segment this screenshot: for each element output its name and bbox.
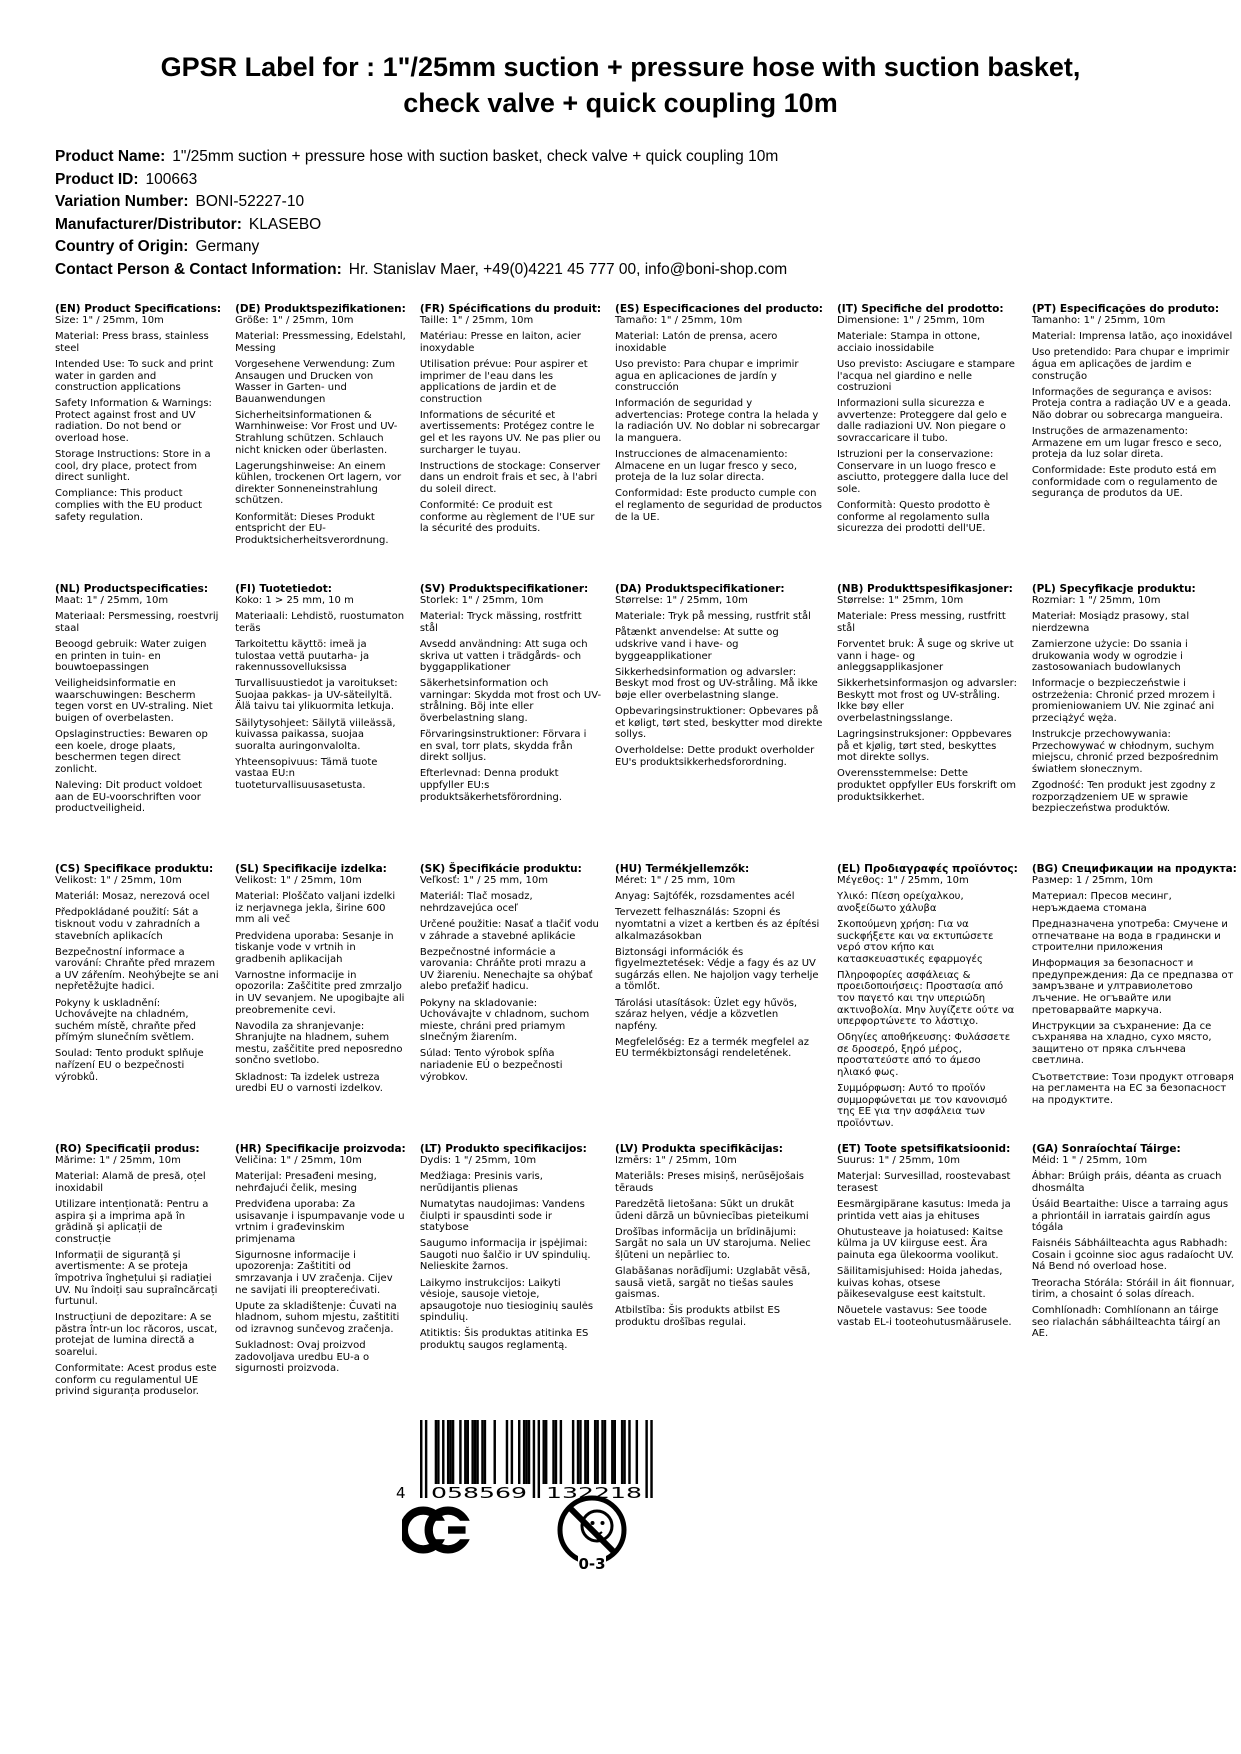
block-paragraph: Säilitamisjuhised: Hoida jahedas, kuivas kohas, otsese päikesevalguse eest kaitstult. <box>837 1265 1003 1301</box>
lang-spec-block-nl <box>55 583 221 863</box>
block-paragraph: Istruzioni per la conservazione: Conservare in un luogo fresco e asciutto, proteggere dalla luce del sole. <box>837 449 1009 495</box>
block-paragraph: Informazioni sulla sicurezza e avvertenze: Proteggere dal gelo e dalle radiazioni UV. Non piegare o sovraccaricare il tubo. <box>837 398 1007 445</box>
lang-spec-block-ga <box>1032 1143 1237 1423</box>
block-paragraph: Conformidad: Este producto cumple con el reglamento de seguridad de productos de la UE. <box>615 488 822 523</box>
block-paragraph: Eesmärgipärane kasutus: Imeda ja printida vett aias ja ehituses <box>837 1198 1011 1222</box>
info-row <box>55 214 1195 237</box>
info-value: 100663 <box>145 170 198 188</box>
block-paragraph: Materiał: Mosiądz prasowy, stal nierdzewna <box>1031 611 1190 634</box>
lang-spec-block-hr <box>235 1143 406 1423</box>
ce-mark-icon <box>402 1506 472 1554</box>
barcode-digits: 4 <box>396 1484 406 1502</box>
block-paragraph: Informations de sécurité et avertissements: Protégez contre le gel et les rayons UV. Ne pas plier ou surcharger le tuyau. <box>419 409 601 456</box>
block-paragraph: Materiál: Tlač mosadz, nehrdzavejúca oceľ <box>419 891 533 914</box>
block-paragraph: Beoogd gebruik: Water zuigen en printen in tuin- en bouwtoepassingen <box>55 638 207 674</box>
block-title: (LT) Produkto specifikacijos: <box>419 1143 587 1155</box>
block-paragraph: Intended Use: To suck and print water in garden and construction applications <box>55 358 214 394</box>
block-paragraph: Materiale: Press messing, rustfritt stål <box>837 611 1006 634</box>
info-value: 1"/25mm suction + pressure hose with suction basket, check valve + quick coupling 10m <box>172 148 779 165</box>
block-paragraph: Instrucțiuni de depozitare: A se păstra într-un loc răcoros, uscat, protejat de lumina directă a soarelui. <box>55 1312 218 1359</box>
lang-spec-block-it <box>837 303 1018 583</box>
block-paragraph: Größe: 1" / 25mm, 10m <box>235 315 354 327</box>
lang-spec-block-da <box>615 583 823 863</box>
block-paragraph: Taille: 1" / 25mm, 10m <box>419 315 534 327</box>
block-paragraph: Overholdelse: Dette produkt overholder EU's produktsikkerhedsforordning. <box>615 745 815 768</box>
info-row <box>55 146 1195 169</box>
block-title: (IT) Specifiche del prodotto: <box>837 303 1004 315</box>
barcode-digits: 132218 <box>546 1484 642 1502</box>
block-paragraph: Velikost: 1" / 25mm, 10m <box>55 875 182 887</box>
block-paragraph: Soulad: Tento produkt splňuje nařízení EU o bezpečnosti výrobků. <box>55 1048 204 1083</box>
block-title: (HR) Specifikacije proizvoda: <box>235 1143 406 1155</box>
block-paragraph: Nõuetele vastavus: See toode vastab EL-i tooteohutusmäärusele. <box>837 1305 1012 1328</box>
block-paragraph: Zamierzone użycie: Do ssania i drukowania wody w ogrodzie i zastosowaniach budowlanych <box>1031 638 1188 674</box>
block-paragraph: Predviđena uporaba: Za usisavanje i ispumpavanje vode u vrtnim i građevinskim primjenama <box>235 1198 405 1245</box>
lang-spec-block-sv <box>420 583 601 863</box>
block-paragraph: Izmērs: 1" / 25mm, 10m <box>615 1155 737 1167</box>
block-paragraph: Størrelse: 1" / 25mm, 10m <box>615 595 748 607</box>
info-value: KLASEBO <box>248 215 322 233</box>
block-paragraph: Tervezett felhasználás: Szopni és nyomtatni a vizet a kertben és az építési alkalmazásokban <box>615 907 820 942</box>
block-paragraph: Información de seguridad y advertencias: Protege contra la helada y la radiación UV. No doblar ni sobrecargar la manguera. <box>615 398 820 445</box>
block-paragraph: Forventet bruk: Å suge og skrive ut vann i hage- og anleggsapplikasjoner <box>837 638 1014 674</box>
block-paragraph: Biztonsági információk és figyelmeztetések: Védje a fagy és az UV sugárzás ellen. Ne hajoljon vagy terhelje a tömlőt. <box>615 946 819 993</box>
block-paragraph: Glabāšanas norādījumi: Uzglabāt vēsā, sausā vietā, sargāt no tiešas saules gaismas. <box>615 1265 811 1301</box>
block-paragraph: Předpokládané použití: Sát a tisknout vodu v zahradních a stavebních aplikacích <box>55 907 201 942</box>
block-paragraph: Saugumo informacija ir įspėjimai: Saugoti nuo šalčio ir UV spindulių. Nelieskite žarnos. <box>419 1238 591 1273</box>
block-title: (CS) Specifikace produktu: <box>55 863 214 875</box>
block-paragraph: Materjal: Survesillad, roostevabast terasest <box>837 1171 1011 1194</box>
block-paragraph: Opslaginstructies: Bewaren op een koele, droge plaats, beschermen tegen direct zonlicht. <box>55 729 208 775</box>
block-paragraph: Yhteensopivuus: Tämä tuote vastaa EU:n tuoteturvallisuusasetusta. <box>235 756 378 791</box>
block-paragraph: Laikymo instrukcijos: Laikyti vėsioje, sausoje vietoje, apsaugotoje nuo tiesioginių saulės spindulių. <box>419 1277 594 1324</box>
block-paragraph: Sigurnosne informacije i upozorenja: Zaštititi od smrzavanja i UV zračenja. Cijev ne savijati ili preopterećivati. <box>235 1249 393 1296</box>
block-paragraph: Conformità: Questo prodotto è conforme al regolamento sulla sicurezza dei prodotti dell'UE. <box>837 499 991 535</box>
info-value: Germany <box>195 238 260 255</box>
info-row <box>55 169 1195 192</box>
block-paragraph: Mărime: 1" / 25mm, 10m <box>55 1155 181 1167</box>
block-paragraph: Velikost: 1" / 25mm, 10m <box>235 875 362 887</box>
block-paragraph: Material: Tryck mässing, rostfritt stål <box>419 611 582 634</box>
block-paragraph: Materijal: Presađeni mesing, nehrđajući čelik, mesing <box>235 1171 377 1194</box>
block-paragraph: Comhlíonadh: Comhlíonann an táirge seo rialachán sábháilteachta táirgí an AE. <box>1031 1305 1221 1340</box>
block-paragraph: Conformitate: Acest produs este conform cu regulamentul UE privind siguranța produselor. <box>55 1363 217 1398</box>
block-paragraph: Συμμόρφωση: Αυτό το προϊόν συμμορφώνεται με τον κανονισμό της ΕΕ για την ασφάλεια των προϊόντων. <box>837 1083 1008 1129</box>
block-paragraph: Sicherheitsinformationen & Warnhinweise: Vor Frost und UV-Strahlung schützen. Schlauch nicht knicken oder überlasten. <box>235 409 398 456</box>
block-paragraph: Méid: 1 " / 25mm, 10m <box>1031 1155 1148 1167</box>
block-paragraph: Skladnost: Ta izdelek ustreza uredbi EU o varnosti izdelkov. <box>235 1071 383 1095</box>
info-label: Variation Number: <box>55 193 189 210</box>
block-paragraph: Instruções de armazenamento: Armazene em um lugar fresco e seco, proteja da luz solar direta. <box>1031 425 1222 461</box>
block-paragraph: Storlek: 1" / 25mm, 10m <box>419 595 544 607</box>
block-paragraph: Säkerhetsinformation och varningar: Skydda mot frost och UV-strålning. Böj inte eller överbelastning slang. <box>419 678 602 725</box>
block-paragraph: Upute za skladištenje: Čuvati na hladnom, suhom mjestu, zaštititi od izravnog sunčevog zračenja. <box>235 1300 400 1335</box>
block-paragraph: Uso previsto: Asciugare e stampare l'acqua nel giardino e nelle costruzioni <box>837 358 1015 394</box>
lang-spec-block-et <box>837 1143 1018 1423</box>
block-paragraph: Säilytysohjeet: Säilytä viileässä, kuivassa paikassa, suojaa suoralta auringonvalolta. <box>235 717 396 752</box>
block-paragraph: Οδηγίες αποθήκευσης: Φυλάσσετε σε δροσερό, ξηρό μέρος, προστατεύστε από το άμεσο ηλιακό φως. <box>837 1032 1011 1079</box>
block-paragraph: Sikkerhedsinformation og advarsler: Beskyt mod frost og UV-stråling. Må ikke bøje eller overbelastning slange. <box>615 666 818 701</box>
block-paragraph: Ohutusteave ja hoiatused: Kaitse külma ja UV kiirguse eest. Ära painuta ega ülekoorma voolikut. <box>837 1226 1004 1261</box>
block-paragraph: Storage Instructions: Store in a cool, dry place, protect from direct sunlight. <box>55 449 211 484</box>
block-paragraph: Förvaringsinstruktioner: Förvara i en sval, torr plats, skydda från direkt solljus. <box>419 729 587 764</box>
block-paragraph: Instrukcje przechowywania: Przechowywać w chłodnym, suchym miejscu, chronić przed bezpośrednim światłem słonecznym. <box>1031 729 1219 775</box>
age-warning-label: 0-3 <box>578 1555 606 1573</box>
block-paragraph: Σκοπούμενη χρήση: Για να suckφήξετε και να εκτυπώσετε νερό στον κήπο και κατασκευαστικές εφαρμογές <box>837 918 994 965</box>
block-paragraph: Koko: 1 > 25 mm, 10 m <box>235 595 354 607</box>
block-paragraph: Πληροφορίες ασφάλειας & προειδοποιήσεις: Προστασία από τον παγετό και την υπεριώδη ακτινοβολία. Μην λυγίζετε ούτε να υπερφορτώνετε το λάστιχο. <box>837 969 1015 1028</box>
block-paragraph: Material: Press brass, stainless steel <box>55 331 209 354</box>
block-paragraph: Tárolási utasítások: Üzlet egy hűvös, száraz helyen, védje a közvetlen napfény. <box>615 997 798 1032</box>
info-label: Product ID: <box>55 170 139 188</box>
block-paragraph: Materiaali: Lehdistö, ruostumaton teräs <box>235 611 405 634</box>
block-paragraph: Maat: 1" / 25mm, 10m <box>55 595 169 607</box>
lang-spec-block-fr <box>420 303 601 583</box>
lang-spec-block-pl <box>1032 583 1237 863</box>
block-paragraph: Uso pretendido: Para chupar e imprimir água em aplicações de jardim e construção <box>1031 347 1230 382</box>
info-label: Manufacturer/Distributor: <box>55 215 242 233</box>
block-paragraph: Faisnéis Sábháilteachta agus Rabhadh: Cosain i gcoinne sioc agus radaíocht UV. Ná Bend nó overload hose. <box>1031 1238 1234 1273</box>
block-paragraph: Tamaño: 1" / 25mm, 10m <box>615 315 743 327</box>
block-paragraph: Dimensione: 1" / 25mm, 10m <box>837 315 985 327</box>
block-paragraph: Materiaal: Persmessing, roestvrij staal <box>55 611 219 634</box>
block-paragraph: Anyag: Sajtófék, rozsdamentes acél <box>615 891 795 903</box>
block-title: (NB) Produkttspesifikasjoner: <box>837 583 1013 595</box>
block-title: (EN) Product Specifications: <box>55 303 222 315</box>
block-paragraph: Материал: Пресов месинг, неръждаема стомана <box>1031 891 1172 914</box>
block-paragraph: Materiāls: Preses misiņš, nerūsējošais tērauds <box>615 1171 805 1194</box>
block-paragraph: Turvallisuustiedot ja varoitukset: Suojaa pakkas- ja UV-säteilyltä. Älä taivu tai ylikuormita letkuja. <box>235 678 398 713</box>
block-paragraph: Lagringsinstruksjoner: Oppbevares på et kjølig, tørt sted, beskyttes mot direkte sollys. <box>837 729 1012 764</box>
block-paragraph: Bezpečnostní informace a varování: Chraňte před mrazem a UV zářením. Neohýbejte se ani nepřetěžujte hadici. <box>55 946 219 993</box>
block-paragraph: Инструкции за съхранение: Да се съхранява на хладно, сухо място, защитено от пряка слънчева светлина. <box>1031 1020 1212 1067</box>
block-paragraph: Súlad: Tento výrobok spĺňa nariadenie EÚ o bezpečnosti výrobkov. <box>419 1048 563 1083</box>
block-title: (EL) Προδιαγραφές προϊόντος: <box>837 863 1018 875</box>
block-paragraph: Veličina: 1" / 25mm, 10m <box>235 1155 362 1167</box>
block-paragraph: Suurus: 1" / 25mm, 10m <box>837 1155 960 1167</box>
block-paragraph: Bezpečnostné informácie a varovania: Chráňte proti mrazu a UV žiareniu. Nenechajte sa ohýbať alebo preťažiť hadicu. <box>419 946 593 993</box>
block-paragraph: Lagerungshinweise: An einem kühlen, trockenen Ort lagern, vor direkter Sonneneinstrahlung schützen. <box>235 460 402 507</box>
product-info <box>55 146 1195 281</box>
info-label: Product Name: <box>55 148 166 165</box>
block-paragraph: Sukladnost: Ovaj proizvod zadovoljava uredbu EU-a o sigurnosti proizvoda. <box>235 1339 370 1375</box>
block-paragraph: Compliance: This product complies with the EU product safety regulation. <box>55 488 203 523</box>
lang-spec-block-nb <box>837 583 1018 863</box>
block-paragraph: Matériau: Presse en laiton, acier inoxydable <box>419 331 581 354</box>
block-paragraph: Paredzētā lietošana: Sūkt un drukāt ūdeni dārzā un būvniecības pieteikumi <box>615 1198 809 1222</box>
block-title: (DE) Produktspezifikationen: <box>235 303 406 315</box>
block-paragraph: Veľkosť: 1" / 25 mm, 10m <box>419 875 548 887</box>
block-title: (PT) Especificações do produto: <box>1031 303 1220 315</box>
block-paragraph: Numatytas naudojimas: Vandens čiulpti ir spausdinti sode ir statybose <box>419 1198 585 1234</box>
info-row <box>55 236 1195 259</box>
block-paragraph: Atbilstība: Šis produkts atbilst ES produktu drošības regulai. <box>615 1305 781 1328</box>
block-paragraph: Navodila za shranjevanje: Shranjujte na hladnem, suhem mestu, zaščitite pred neposredno sončno svetlobo. <box>235 1020 403 1067</box>
barcode-digits: 058569 <box>431 1484 527 1502</box>
block-paragraph: Úsáid Beartaithe: Uisce a tarraing agus a phriontáil in iarratais gairdín agus tógála <box>1031 1198 1229 1234</box>
block-title: (ES) Especificaciones del producto: <box>615 303 823 315</box>
info-label: Contact Person & Contact Information: <box>55 260 342 278</box>
block-paragraph: Utilizare intenționată: Pentru a aspira și a imprima apă în grădină și aplicații de construcție <box>55 1198 209 1245</box>
lang-spec-block-en <box>55 303 221 583</box>
block-paragraph: Informații de siguranță și avertismente: A se proteja împotriva înghețului și radiației UV. Nu îndoiți sau supraîncărcați furtunul. <box>55 1249 218 1308</box>
age-warning-0-3-icon <box>554 1492 630 1576</box>
block-paragraph: Размер: 1 / 25mm, 10m <box>1031 875 1153 887</box>
block-paragraph: Tarkoitettu käyttö: imeä ja tulostaa vettä puutarha- ja rakennussovelluksissa <box>235 638 370 674</box>
block-paragraph: Naleving: Dit product voldoet aan de EU-voorschriften voor productveiligheid. <box>55 779 203 815</box>
block-paragraph: Material: Ploščato valjani izdelki iz nerjavnega jekla, širine 600 mm ali več <box>235 891 396 926</box>
lang-spec-block-lv <box>615 1143 823 1423</box>
block-paragraph: Предназначена употреба: Смучене и отпечатване на вода в градински и строителни приложения <box>1031 918 1228 954</box>
lang-spec-block-es <box>615 303 823 583</box>
block-paragraph: Určené použitie: Nasať a tlačiť vodu v záhrade a stavebné aplikácie <box>419 918 599 942</box>
info-label: Country of Origin: <box>55 238 189 255</box>
block-paragraph: Størrelse: 1" 25mm, 10m <box>837 595 964 607</box>
lang-spec-block-fi <box>235 583 406 863</box>
block-paragraph: Uso previsto: Para chupar e imprimir agua en aplicaciones de jardín y construcción <box>615 358 799 394</box>
block-paragraph: Informações de segurança e avisos: Proteja contra a radiação UV e a geada. Não dobrar ou sobrecarga mangueira. <box>1031 386 1232 421</box>
block-paragraph: Materiál: Mosaz, nerezová ocel <box>55 891 210 903</box>
block-paragraph: Varnostne informacije in opozorila: Zaščitite pred zmrzaljo in UV sevanjem. Ne upogibajte ali preobremenite cevi. <box>235 969 405 1016</box>
block-paragraph: Atitiktis: Šis produktas atitinka ES produktų saugos reglamentą. <box>419 1328 589 1351</box>
block-paragraph: Medžiaga: Presinis varis, nerūdijantis plienas <box>419 1171 543 1194</box>
block-paragraph: Material: Alamă de presă, oțel inoxidabil <box>55 1171 206 1194</box>
block-paragraph: Treoracha Stórála: Stóráil in áit fionnuar, tirim, a chosaint ó solas díreach. <box>1031 1277 1235 1301</box>
block-paragraph: Conformité: Ce produit est conforme au règlement de l'UE sur la sécurité des produits. <box>419 499 595 535</box>
lang-spec-block-de <box>235 303 406 583</box>
page-title <box>0 50 1241 121</box>
block-paragraph: Drošības informācija un brīdinājumi: Sargāt no sala un UV starojuma. Neliec šļūteni un nepārliec to. <box>615 1226 811 1261</box>
lang-spec-block-el <box>837 863 1018 1143</box>
lang-spec-block-lt <box>420 1143 601 1423</box>
block-paragraph: Υλικό: Πίεση ορείχαλκου, ανοξείδωτο χάλυβα <box>837 891 964 914</box>
block-paragraph: Konformität: Dieses Produkt entspricht der EU-Produktsicherheitsverordnung. <box>235 511 389 546</box>
block-paragraph: Pokyny k uskladnění: Uchovávejte na chladném, suchém místě, chraňte před přímým slunečním světlem. <box>55 997 197 1044</box>
block-paragraph: Instrucciones de almacenamiento: Almacene en un lugar fresco y seco, proteja de la luz solar directa. <box>615 449 798 484</box>
block-paragraph: Rozmiar: 1 "/ 25mm, 10m <box>1031 595 1161 607</box>
info-row <box>55 191 1195 214</box>
lang-spec-block-cs <box>55 863 221 1143</box>
block-paragraph: Material: Latón de prensa, acero inoxidable <box>615 331 778 354</box>
block-paragraph: Material: Pressmessing, Edelstahl, Messing <box>235 331 406 354</box>
block-title: (ET) Toote spetsifikatsioonid: <box>837 1143 1011 1155</box>
block-paragraph: Μέγεθος: 1" / 25mm, 10m <box>837 875 969 887</box>
lang-spec-block-sk <box>420 863 601 1143</box>
lang-spec-block-pt <box>1032 303 1237 583</box>
block-paragraph: Tamanho: 1" / 25mm, 10m <box>1031 315 1166 327</box>
block-title: (SV) Produktspecifikationer: <box>419 583 589 595</box>
block-title: (PL) Specyfikacje produktu: <box>1031 583 1196 595</box>
info-value: Hr. Stanislav Maer, +49(0)4221 45 777 00, info@boni-shop.com <box>348 260 788 278</box>
block-paragraph: Predvidena uporaba: Sesanje in tiskanje vode v vrtnih in gradbenih aplikacijah <box>235 930 394 965</box>
language-specs-grid <box>55 303 1237 1423</box>
info-row <box>55 259 1195 282</box>
block-paragraph: Efterlevnad: Denna produkt uppfyller EU:s produktsäkerhetsförordning. <box>419 768 562 803</box>
block-paragraph: Instructions de stockage: Conserver dans un endroit frais et sec, à l'abri du soleil direct. <box>419 460 601 495</box>
block-paragraph: Avsedd användning: Att suga och skriva ut vatten i trädgårds- och byggapplikationer <box>419 638 588 674</box>
block-title: (LV) Produkta specifikācijas: <box>615 1143 784 1155</box>
info-value: BONI-52227-10 <box>195 193 305 210</box>
block-paragraph: Méret: 1" / 25 mm, 10m <box>615 875 736 887</box>
block-paragraph: Ábhar: Brúigh práis, déanta as cruach dhosmálta <box>1031 1171 1222 1194</box>
block-paragraph: Zgodność: Ten produkt jest zgodny z rozporządzeniem UE w sprawie bezpieczeństwa produktów. <box>1031 779 1216 815</box>
block-title: (BG) Спецификации на продукта: <box>1031 863 1237 875</box>
block-paragraph: Veiligheidsinformatie en waarschuwingen: Bescherm tegen vorst en UV-straling. Niet buigen of overbelasten. <box>55 678 213 725</box>
lang-spec-block-hu <box>615 863 823 1143</box>
block-paragraph: Safety Information & Warnings: Protect against frost and UV radiation. Do not bend or overload hose. <box>55 398 212 445</box>
block-title: (HU) Termékjellemzők: <box>615 863 750 875</box>
block-paragraph: Dydis: 1 "/ 25mm, 10m <box>419 1155 537 1167</box>
block-paragraph: Съответствие: Този продукт отговаря на регламента на ЕС за безопасност на продуктите. <box>1031 1071 1234 1106</box>
lang-spec-block-sl <box>235 863 406 1143</box>
page-title-text: GPSR Label for : 1"/25mm suction + pressure hose with suction basket, check valve + quick coupling 10m <box>160 52 1081 118</box>
block-paragraph: Sikkerhetsinformasjon og advarsler: Beskytt mot frost og UV-stråling. Ikke bøy eller overbelastningsslange. <box>837 678 1017 725</box>
lang-spec-block-ro <box>55 1143 221 1423</box>
block-paragraph: Materiale: Tryk på messing, rustfrit stål <box>615 611 811 623</box>
block-paragraph: Vorgesehene Verwendung: Zum Ansaugen und Drucken von Wasser in Garten- und Bauanwendungen <box>235 358 396 405</box>
block-paragraph: Utilisation prévue: Pour aspirer et imprimer de l'eau dans les applications de jardin et de construction <box>419 358 588 405</box>
block-paragraph: Pokyny na skladovanie: Uchovávajte v chladnom, suchom mieste, chráni pred priamym slnečným žiarením. <box>419 997 590 1044</box>
block-paragraph: Overensstemmelse: Dette produktet oppfyller EUs forskrift om produktsikkerhet. <box>837 768 1017 803</box>
block-title: (SK) Špecifikácie produktu: <box>419 863 582 875</box>
block-title: (FR) Spécifications du produit: <box>419 303 602 315</box>
lang-spec-block-bg <box>1032 863 1237 1143</box>
barcode-bars <box>390 1420 654 1502</box>
ean13-barcode <box>390 1420 654 1502</box>
block-title: (GA) Sonraíochtaí Táirge: <box>1031 1143 1181 1155</box>
block-title: (SL) Specifikacije izdelka: <box>235 863 387 875</box>
block-paragraph: Informacje o bezpieczeństwie i ostrzeżenia: Chronić przed mrozem i promieniowaniem UV. Nie zginać ani przeciążyć węża. <box>1031 678 1216 725</box>
block-paragraph: Size: 1" / 25mm, 10m <box>55 315 164 327</box>
block-title: (RO) Specificaţii produs: <box>55 1143 200 1155</box>
block-paragraph: Megfelelőség: Ez a termék megfelel az EU termékbiztonsági rendeletének. <box>615 1036 810 1060</box>
block-paragraph: Информация за безопасност и предупреждения: Да се предпазва от замръзване и ултравиолетово лъчение. Не огъвайте или претоварвайте маркуча. <box>1031 958 1234 1016</box>
block-title: (NL) Productspecificaties: <box>55 583 209 595</box>
block-title: (FI) Tuotetiedot: <box>235 583 332 595</box>
block-title: (DA) Produktspecifikationer: <box>615 583 785 595</box>
block-paragraph: Påtænkt anvendelse: At sutte og udskrive vand i have- og byggeapplikationer <box>615 627 779 662</box>
block-paragraph: Conformidade: Este produto está em conformidade com o regulamento de segurança de produtos da UE. <box>1031 465 1218 500</box>
block-paragraph: Materiale: Stampa in ottone, acciaio inossidabile <box>837 331 981 354</box>
block-paragraph: Material: Imprensa latão, aço inoxidável <box>1031 331 1233 343</box>
block-paragraph: Opbevaringsinstruktioner: Opbevares på et køligt, tørt sted, beskytter mod direkte sollys. <box>615 705 823 741</box>
